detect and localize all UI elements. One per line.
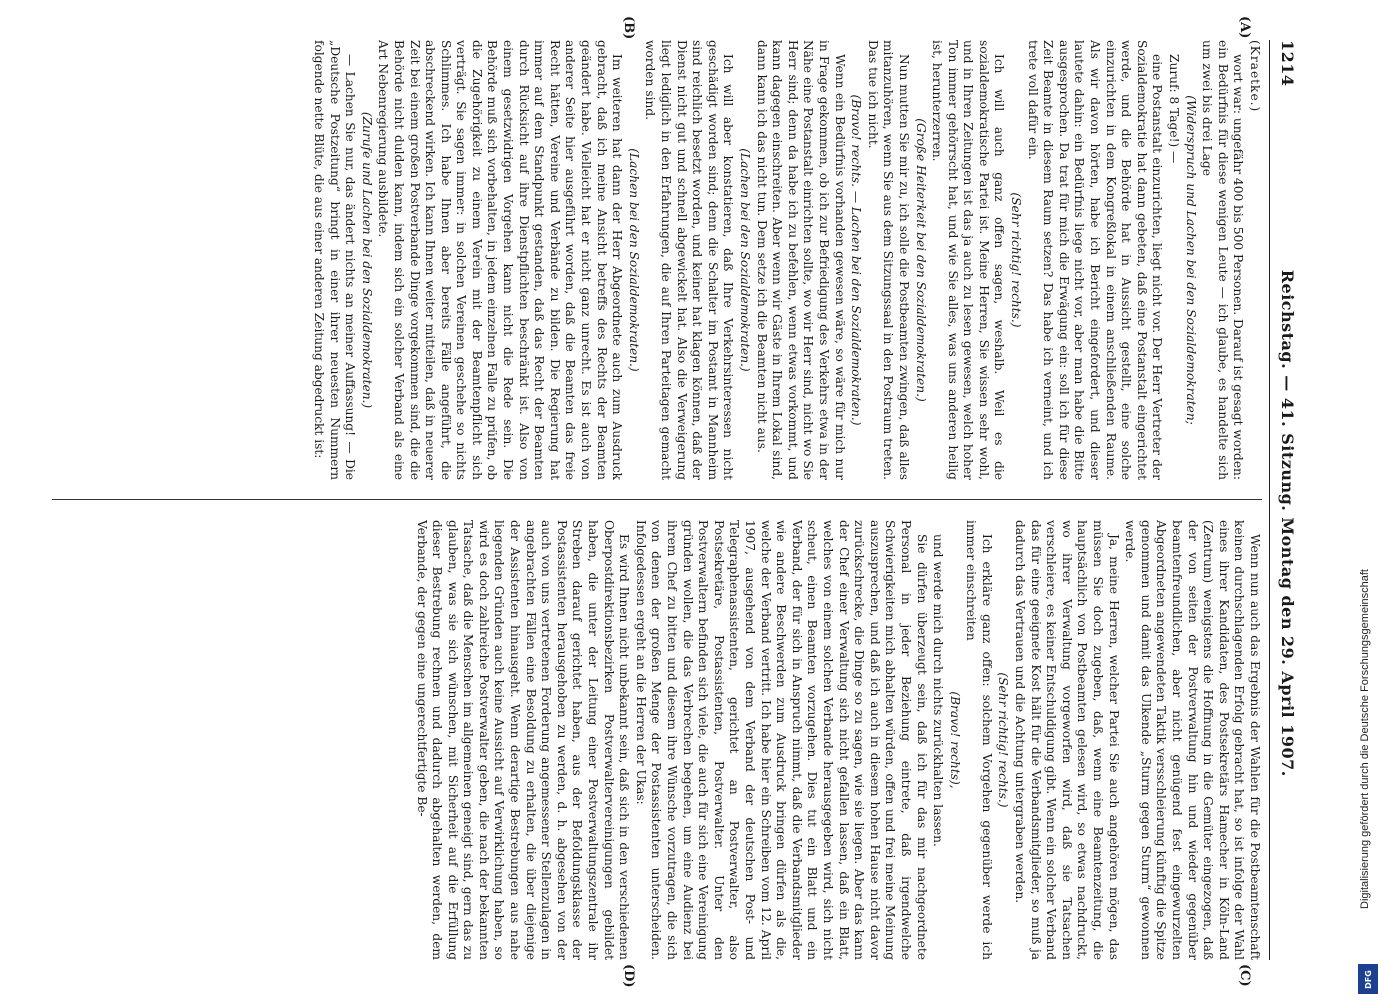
speech-paragraph: Ich will aber konstatieren, daß Ihre Verkehrsinteressen nicht geschädigt worden sind; denn die Schalter im Postamt in Mannheim sind reichlich besetzt worden, und keiner hat klagen können, daß der Dienst nicht gut und schnell abgewickelt hat. Also die Verweigerung liegt lediglich in den Erfahrungen, die auf Ihren Parteitagen gemacht worden sind. [643,40,736,480]
speech-paragraph: eine Postanstalt einzurichten, liegt nicht vor. Der Herr Vertreter der Sozialdemokratie hat dann gebeten, daß eine Postanstalt eingerichtet werde, und die Behörde hat in Aussicht gestellt, eine solche einzurichten in dem Kongreßlokal in einem anschließenden Raume. Als wir davon hörten, habe ich Bericht eingefordert, und dieser lautete dahin: ein Bedürfnis liege nicht vor, aber man habe die Bitte ausgesprochen. Da trat für mich die Erwägung ein: soll ich für diese Zeit Beamte in diesem Raum setzen? Das habe ich verneint, und ich trete voll dafür ein. [1025,40,1165,480]
stage-direction: (Lachen bei den Sozialdemokraten.) [738,148,752,372]
left-column [42,40,1262,480]
speaker-label: (Kraetke.) [1248,40,1262,113]
speech-paragraph: Ich erkläre ganz offen: solchem Vorgehen gegenüber werde ich immer einschreiten [964,520,994,960]
column-divider [52,499,1262,500]
margin-marker-a: (A) [1237,16,1252,39]
page-number: 1214 [1278,40,1298,87]
stage-direction: (Widerspruch und Lachen bei den Sozialdemokraten; [1183,95,1198,425]
stage-direction: (Sehr richtig! rechts.) [1009,192,1024,328]
stage-direction: (Sehr richtig! rechts.) [996,672,1011,808]
stage-direction: (Zurufe und Lachen bei den Sozialdemokraten.) [359,111,374,409]
speech-paragraph: Nun mutten Sie mir zu, ich solle die Postbeamten zwingen, daß alles mitanzuhören, wenn Sie aus dem Sitzungssaal in den Postraum treten. Das tue ich nicht. [865,40,911,480]
page-header [1276,40,1300,960]
right-column [42,520,1262,960]
margin-marker-d: (D) [621,964,636,988]
speech-paragraph: Im weiteren hat dann der Herr Abgeordnete auch zum Ausdruck gebracht, daß ich meine Ansicht betreffs des Rechts der Beamten geändert habe. Vielleicht hat er nicht ganz unrecht. Es ist auch von anderer Seite hier ausgeführt worden, daß die Beamten das freie Recht hätten, Vereine und Verbände zu bilden. Die Regierung hat immer auf dem Standpunkt gestanden, daß das Recht der Beamten durch Rücksicht auf ihre Dienstpflichten beschränkt ist. Also von einem gesetzwidrigen Vorgehen kann nicht die Rede sein. Die Behörde muß sich vorbehalten, in jedem einzelnen Falle zu prüfen, ob die Zugehörigkeit zu einem Verein mit der Beamtenpflicht sich verträgt. Sie sagen immer: in solchen Vereinen geschehe so nichts Schlimmes. Ich habe Ihnen aber bereits Fälle angeführt, die abschreckend wirken. Ich kann Ihnen weiter mitteilen, daß in neuerer Zeit bei einem großen Postverbande Dinge vorgekommen sind, die die Behörde nicht dulden kann, indem sich ein solcher Verband als eine Art Nebenregierung ausbildete. [376,40,625,480]
margin-marker-c: (C) [1237,964,1252,987]
stage-direction: (Große Heiterkeit bei den Sozialdemokraten.) [913,118,928,402]
digitization-sidebar [1352,520,1382,1000]
stage-direction: (Bravo! rechts), [947,691,962,789]
left-column-text [310,40,1245,480]
page-header-title: Reichstag. — 41. Sitzung. Montag den 29. April 1907. [1278,269,1298,777]
speech-paragraph: Wenn ein Bedürfnis vorhanden gewesen wäre, so wäre für mich nur in Frage gekommen, ob ich zur Befriedigung des Verkehrs etwa in der Nähe eine Postanstalt einrichten sollte, wo wir Herr sind, nicht wo Sie Herr sind; denn da habe ich zu befehlen, wenn etwas vorkommt, und kann dagegen einschreiten. Aber wenn wir Gäste in Ihrem Lokal sind, dann kann ich das nicht tun. Dem setze ich die Beamten nicht aus. [754,40,847,480]
digitization-note: Digitalisierung gefördert durch die Deutsche Forschungsgemeinschaft [1359,569,1371,909]
margin-marker-b: (B) [621,16,636,40]
speech-paragraph: — Lachen Sie nur, das ändert nichts an meiner Auffassung! — Die „Deutsche Postzeitung“ bringt in einer ihrer neuesten Nummern folgende nette Blüte, die aus einer anderen Zeitung abgedruckt ist: [311,40,358,480]
speech-paragraph: wort war: ungefähr 400 bis 500 Personen. Darauf ist gesagt worden: ein Bedürfnis für diese wenigen Leute — ich glaube, es handelte sich um zwei bis drei Lage [1200,40,1246,480]
stage-direction: (Bravo! rechts. — Lachen bei den Sozialdemokraten.) [849,94,864,426]
speech-paragraph: und werde mich durch nichts zurückhalten lassen. [931,534,946,847]
dfg-logo: DFG [1358,964,1378,994]
speech-paragraph: Ich will auch ganz offen sagen, weshalb. Weil es die sozialdemokratische Partei ist. Meine Herren, Sie wissen sehr wohl, und in Ihren Zeitungen ist das ja auch zu lesen gewesen, welch hoher Ton immer gehörrscht hat, und wie Sie alles, was uns anderen heilig ist, herunterzerren. [930,40,1007,480]
speech-paragraph: Ja, meine Herren, welcher Partei Sie auch angehören mögen, das müssen Sie doch zugeben, daß, wenn eine Beamtenzeitung, die hauptsächlich von Postbeamten gelesen wird, so etwas nachdruckt, wo ihrer Verwaltung vorgeworfen wird, daß sie Tatsachen verschleiere, es keiner Entschuldigung gibt. Wenn ein solcher Verband das für eine geeignete Kost hält für die Verbandsmitglieder, so muß ja dadurch das Vertrauen und die Achtung untergraben werden. [1013,520,1121,960]
speech-paragraph: Zuruf: 8 Tage!) — [1167,54,1182,164]
scanned-page [16,0,1326,1000]
stage-direction: (Lachen bei den Sozialdemokraten.) [626,148,641,372]
header-rule [1269,40,1270,960]
right-column-text [413,520,1262,960]
speech-paragraph: Sie dürfen überzeugt sein, daß ich für das mir nachgeordnete Personal in jeder Beziehung eintrete, daß irgendwelche Schwierigkeiten mich abhalten würden, offen und frei meine Meinung auszusprechen, und daß ich auch in diesem hohen Hause nicht davor zurückschrecke, die Dinge so zu sagen, wie sie liegen. Aber das kann der Chef einer Verwaltung sich nicht gefallen lassen, daß ein Blatt, welches von einem solchen Verbande herausgegeben wird, sich nicht scheut, einen Beamten vorzugehen. Dies tut ein Blatt und ein Verband, der für sich in Anspruch nimmt, daß die Verbandsmitglieder wie andere Beschwerden zum Ausdruck bringen dürfen als die, welche der Verband vertritt. Ich habe hier ein Schreiben vom 12. April 1907, ausgehend von dem Verband der deutschen Post- und Telegraphenassistenten, gerichtet an Postverwalter, also Postsekretäre, Postassistenten, Postverwalter. Unter den Postverwaltern befinden sich viele, die auch für sich eine Vereinigung gründen wollen, die das Verbrechen begehen, um eine Audienz bei ihrem Chef zu bitten und diesem ihre Wünsche vorzutragen, die sich von denen der großen Menge der Postassistenten unterscheiden. Infolgedessen ergeht an die Herren der Ukas: [633,520,929,960]
speech-paragraph: Es wird Ihnen nicht unbekannt sein, daß sich in den verschiedenen Oberpostdirektionsbezirken Postverwaltervereinigungen gebildet haben, die unter der Leitung einer Postverwaltungszentrale ihr Streben darauf gerichtet haben, aus der Befoldungsklasse der Postassistenten herausgehoben zu werden, d. h. abgesehen von der auch von uns vertretenen Forderung angemessener Stellenzulagen in angebrachten Fällen eine Besoldung zu erhalten, die über diejenige der Assistenten hinausgeht. Wenn derartige Bestrebungen aus nahe liegenden Gründen auch keine Aussicht auf Verwirklichung haben, so wird es doch zahlreiche Postverwalter geben, die nach der bekannten Tatsache, daß die Menschen im allgemeinen geneigt sind, gern das zu glauben, was sie sich wünschen, mit Sicherheit auf die Erfüllung dieser Bestrebung rechnen und dadurch abgehalten werden, dem Verbande, der gegen eine ungerechtfertigte Be- [414,520,632,960]
speech-paragraph: Wenn nun auch das Ergebnis der Wahlen für die Postbeamtenschaft keinen durchschlagenden Erfolg gebracht hat, so ist infolge der Wahl eines ihrer Kandidaten, des Postsekretärs Hamecher in Köln-Land (Zentrum) wenigstens die Hoffnung in die Gemüter eingezogen, daß der von seiten der Postverwaltung hin und wieder gegenüber beamtenfreundlichen, aber nicht genügend fest eingewurzelten Abgeordneten angewendeten Taktik versschleierung künftig die Spitze genommen und damit das Ulkende „Sturm gegen Sturm“ gewonnen werde. [1123,520,1262,960]
